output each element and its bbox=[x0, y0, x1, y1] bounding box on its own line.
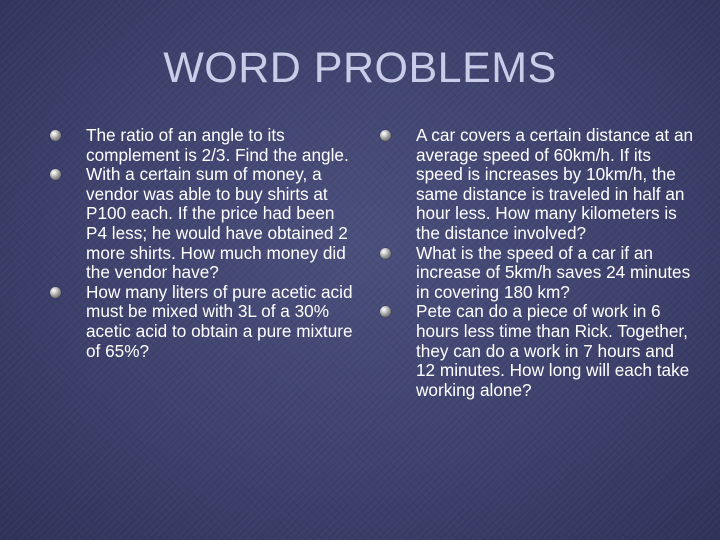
sphere-bullet-icon bbox=[380, 248, 391, 259]
sphere-bullet-icon bbox=[50, 287, 61, 298]
sphere-bullet-icon bbox=[380, 306, 391, 317]
list-item bbox=[44, 165, 354, 283]
right-column-list bbox=[374, 126, 694, 400]
problem-text: The ratio of an angle to its complement is 2/3. Find the angle. bbox=[86, 125, 349, 165]
list-item bbox=[44, 126, 354, 165]
list-item bbox=[44, 283, 354, 361]
problem-text: What is the speed of a car if an increase of 5km/h saves 24 minutes in covering 180 km? bbox=[416, 242, 691, 302]
sphere-bullet-icon bbox=[50, 130, 61, 141]
problem-text: A car covers a certain distance at an average speed of 60km/h. If its speed is increases by 10km/h, the same distance is traveled in half an hour less. How many kilometers is the distance involved? bbox=[416, 125, 694, 243]
problem-text: Pete can do a piece of work in 6 hours less time than Rick. Together, they can do a work in 7 hours and 12 minutes. How long will each take working alone? bbox=[416, 301, 690, 400]
problem-text: How many liters of pure acetic acid must be mixed with 3L of a 30% acetic acid to obtain a pure mixture of 65%? bbox=[86, 281, 353, 361]
left-column-list bbox=[44, 126, 354, 361]
list-item bbox=[374, 126, 694, 244]
problem-text: With a certain sum of money, a vendor was able to buy shirts at P100 each. If the price had been P4 less; he would have obtained 2 more shirts. How much money did the vendor have? bbox=[86, 164, 348, 283]
sphere-bullet-icon bbox=[50, 169, 61, 180]
slide-title: WORD PROBLEMS bbox=[163, 44, 557, 92]
list-item bbox=[374, 302, 694, 400]
list-item bbox=[374, 244, 694, 303]
sphere-bullet-icon bbox=[380, 130, 391, 141]
